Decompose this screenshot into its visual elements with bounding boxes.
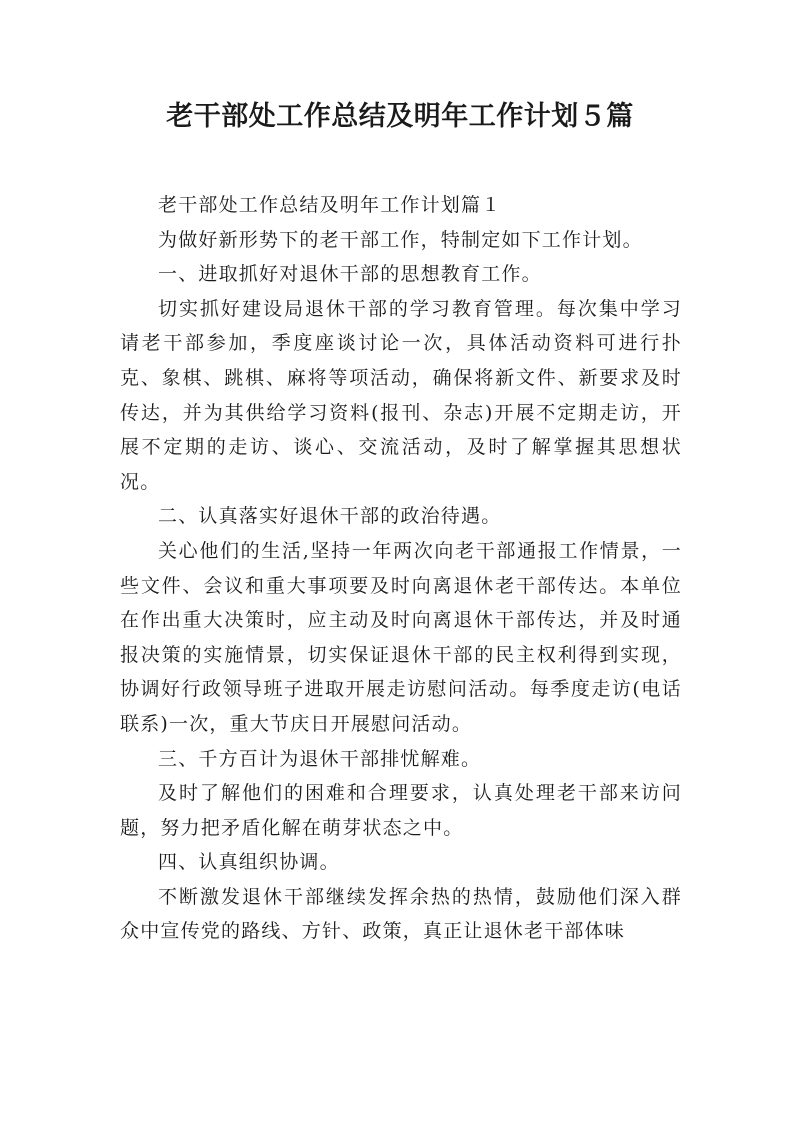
paragraph-1: 切实抓好建设局退休干部的学习教育管理。每次集中学习请老干部参加，季度座谈讨论一次，具体活动资料可进行扑克、象棋、跳棋、麻将等项活动，确保将新文件、新要求及时传达，并为其供给学习资料(报刊、杂志)开展不定期走访，开展不定期的走访、谈心、交流活动，及时了解掌握其思想状况。 xyxy=(120,297,682,493)
document-body xyxy=(120,188,682,949)
item-heading-3: 三、千方百计为退休干部排忧解难。 xyxy=(158,747,482,770)
document-title: 老干部处工作总结及明年工作计划５篇 xyxy=(166,101,634,132)
item-heading-2: 二、认真落实好退休干部的政治待遇。 xyxy=(158,505,502,528)
paragraph-4: 不断激发退休干部继续发挥余热的热情，鼓励他们深入群众中宣传党的路线、方针、政策，真正让退休老干部体味 xyxy=(120,885,682,943)
item-heading-4: 四、认真组织协调。 xyxy=(158,851,340,874)
section-heading: 老干部处工作总结及明年工作计划篇１ xyxy=(158,194,502,216)
paragraph-3: 及时了解他们的困难和合理要求，认真处理老干部来访问题，努力把矛盾化解在萌芽状态之中。 xyxy=(120,782,682,839)
item-heading-1: 一、进取抓好对退休干部的思想教育工作。 xyxy=(158,263,542,286)
paragraph-2: 关心他们的生活,坚持一年两次向老干部通报工作情景，一些文件、会议和重大事项要及时向离退休老干部传达。本单位在作出重大决策时，应主动及时向离退休干部传达，并及时通报决策的实施情景，切实保证退休干部的民主权利得到实现，协调好行政领导班子进取开展走访慰问活动。每季度走访(电话联系)一次，重大节庆日开展慰问活动。 xyxy=(120,539,682,735)
paragraph-intro: 为做好新形势下的老干部工作，特制定如下工作计划。 xyxy=(158,228,643,251)
